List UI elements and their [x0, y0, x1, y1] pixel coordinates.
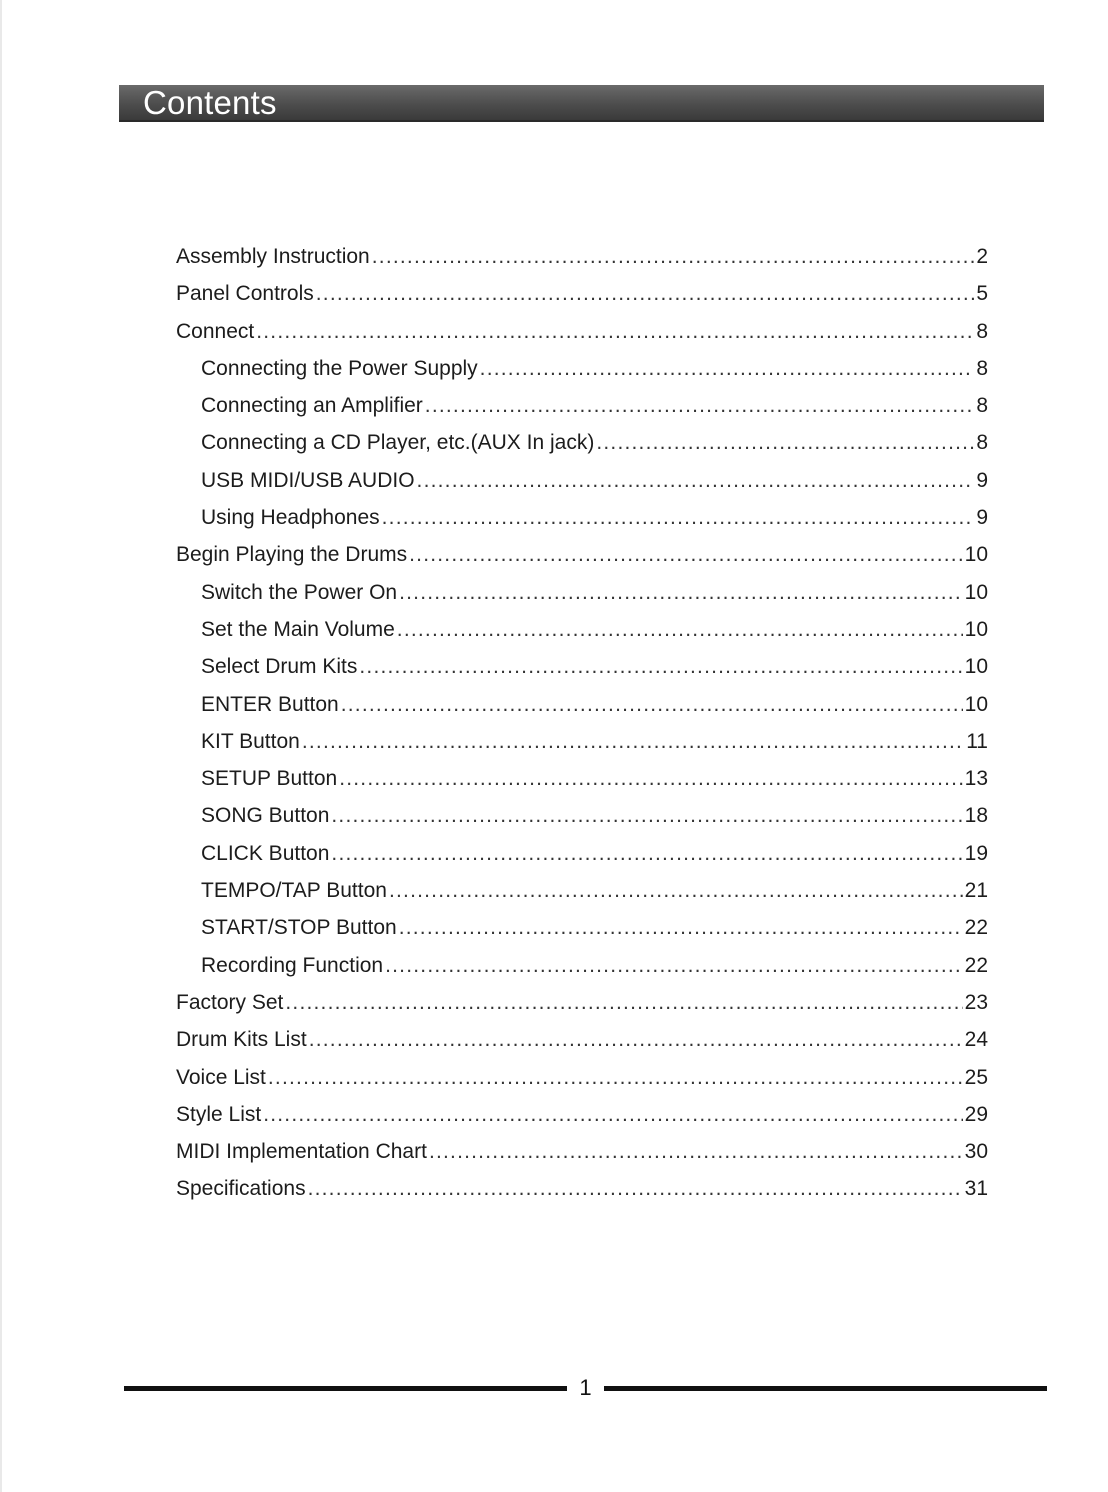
toc-entry-page: 18 [964, 804, 988, 828]
toc-entry-label: Factory Set [176, 990, 284, 1014]
toc-entry-page: 30 [964, 1140, 988, 1164]
toc-entry-label: SETUP Button [201, 767, 338, 791]
toc-entry-label: Select Drum Kits [201, 655, 358, 679]
toc-entry-usb-midi-audio [176, 462, 988, 499]
toc-entry-label: Set the Main Volume [201, 617, 395, 641]
toc-entry-label: MIDI Implementation Chart [176, 1140, 427, 1164]
toc-entry-page: 10 [964, 655, 988, 679]
toc-entry-label: Connect [176, 319, 255, 343]
toc-entry-page: 10 [964, 543, 988, 567]
toc-entry-style-list [176, 1096, 988, 1133]
toc-entry-page: 22 [964, 916, 988, 940]
toc-entry-page: 10 [964, 692, 988, 716]
toc-dot-leader [268, 1059, 963, 1096]
toc-entry-page: 24 [964, 1028, 988, 1052]
toc-entry-label: Assembly Instruction [176, 245, 370, 268]
contents-title-bar [119, 85, 1044, 122]
toc-entry-setup-button [176, 760, 988, 797]
toc-entry-click-button [176, 835, 988, 872]
toc-entry-label: Style List [176, 1102, 262, 1126]
toc-entry-page: 10 [964, 617, 988, 641]
toc-entry-voice-list [176, 1059, 988, 1096]
toc-entry-label: Connecting a CD Player, etc.(AUX In jack) [201, 431, 595, 455]
toc-entry-label: TEMPO/TAP Button [201, 879, 387, 903]
toc-entry-page: 2 [976, 245, 988, 268]
toc-entry-label: Drum Kits List [176, 1028, 307, 1052]
toc-entry-start-stop-button [176, 909, 988, 946]
toc-entry-page: 10 [964, 580, 988, 604]
toc-dot-leader [341, 686, 963, 723]
toc-entry-page: 21 [964, 879, 988, 903]
toc-entry-label: SONG Button [201, 804, 330, 828]
toc-entry-page: 22 [964, 953, 988, 977]
toc-entry-page: 9 [976, 468, 988, 492]
toc-entry-page: 29 [964, 1102, 988, 1126]
toc-dot-leader [480, 350, 975, 387]
footer-rule-right [604, 1386, 1047, 1391]
toc-entry-label: Connecting an Amplifier [201, 394, 423, 418]
toc-entry-connect [176, 313, 988, 350]
toc-entry-page: 9 [976, 506, 988, 530]
toc-dot-leader [302, 723, 964, 760]
toc-entry-page: 11 [966, 729, 988, 753]
toc-dot-leader [382, 499, 975, 536]
toc-dot-leader [397, 611, 963, 648]
page-edge [0, 0, 2, 1492]
toc-entry-label: Recording Function [201, 953, 384, 977]
toc-entry-set-main-volume [176, 611, 988, 648]
toc-dot-leader [389, 872, 963, 909]
toc-entry-page: 23 [964, 990, 988, 1014]
toc-dot-leader [256, 313, 974, 350]
toc-entry-page: 31 [964, 1177, 988, 1201]
footer-rule-left [124, 1386, 567, 1391]
toc-dot-leader [429, 1133, 963, 1170]
toc-dot-leader [399, 909, 963, 946]
toc-entry-drum-kits-list [176, 1021, 988, 1058]
toc-dot-leader [308, 1170, 963, 1207]
toc-entry-label: USB MIDI/USB AUDIO [201, 468, 415, 492]
toc-entry-label: Begin Playing the Drums [176, 543, 408, 567]
toc-dot-leader [372, 238, 975, 275]
toc-dot-leader [263, 1096, 962, 1133]
toc-entry-page: 25 [964, 1065, 988, 1089]
toc-entry-connecting-amplifier [176, 387, 988, 424]
toc-entry-page: 13 [964, 767, 988, 791]
toc-entry-select-drum-kits [176, 648, 988, 685]
toc-entry-factory-set [176, 984, 988, 1021]
toc-dot-leader [339, 760, 962, 797]
toc-entry-connecting-cd-player [176, 424, 988, 461]
toc-dot-leader [596, 424, 974, 461]
toc-entry-label: START/STOP Button [201, 916, 397, 940]
toc-dot-leader [399, 574, 963, 611]
toc-entry-label: KIT Button [201, 729, 300, 753]
toc-entry-song-button [176, 797, 988, 834]
toc-entry-label: Using Headphones [201, 506, 380, 530]
toc-entry-tempo-tap-button [176, 872, 988, 909]
table-of-contents [176, 238, 988, 1208]
toc-entry-page: 5 [976, 282, 988, 306]
toc-entry-kit-button [176, 723, 988, 760]
toc-dot-leader [425, 387, 975, 424]
toc-entry-begin-playing-drums [176, 536, 988, 573]
toc-entry-label: CLICK Button [201, 841, 330, 865]
page-title: Contents [143, 84, 277, 121]
toc-dot-leader [285, 984, 962, 1021]
toc-entry-label: Panel Controls [176, 282, 314, 306]
toc-dot-leader [331, 835, 962, 872]
toc-entry-label: ENTER Button [201, 692, 339, 716]
toc-entry-assembly-instruction [176, 238, 988, 275]
toc-entry-page: 8 [976, 394, 988, 418]
toc-dot-leader [417, 462, 975, 499]
toc-dot-leader [316, 275, 975, 312]
toc-entry-enter-button [176, 686, 988, 723]
toc-dot-leader [385, 947, 963, 984]
toc-entry-page: 19 [964, 841, 988, 865]
toc-dot-leader [309, 1021, 963, 1058]
toc-entry-recording-function [176, 947, 988, 984]
toc-entry-page: 8 [976, 319, 988, 343]
toc-entry-midi-implementation-chart [176, 1133, 988, 1170]
toc-entry-label: Connecting the Power Supply [201, 356, 478, 380]
toc-entry-switch-power-on [176, 574, 988, 611]
page-number: 1 [579, 1375, 592, 1400]
toc-dot-leader [359, 648, 962, 685]
toc-entry-page: 8 [976, 431, 988, 455]
toc-dot-leader [331, 797, 962, 834]
toc-entry-panel-controls [176, 275, 988, 312]
toc-entry-page: 8 [976, 356, 988, 380]
toc-entry-label: Switch the Power On [201, 580, 398, 604]
toc-dot-leader [409, 536, 963, 573]
toc-entry-label: Specifications [176, 1177, 306, 1201]
toc-entry-specifications [176, 1170, 988, 1207]
toc-entry-using-headphones [176, 499, 988, 536]
toc-entry-label: Voice List [176, 1065, 266, 1089]
toc-entry-connecting-power-supply [176, 350, 988, 387]
